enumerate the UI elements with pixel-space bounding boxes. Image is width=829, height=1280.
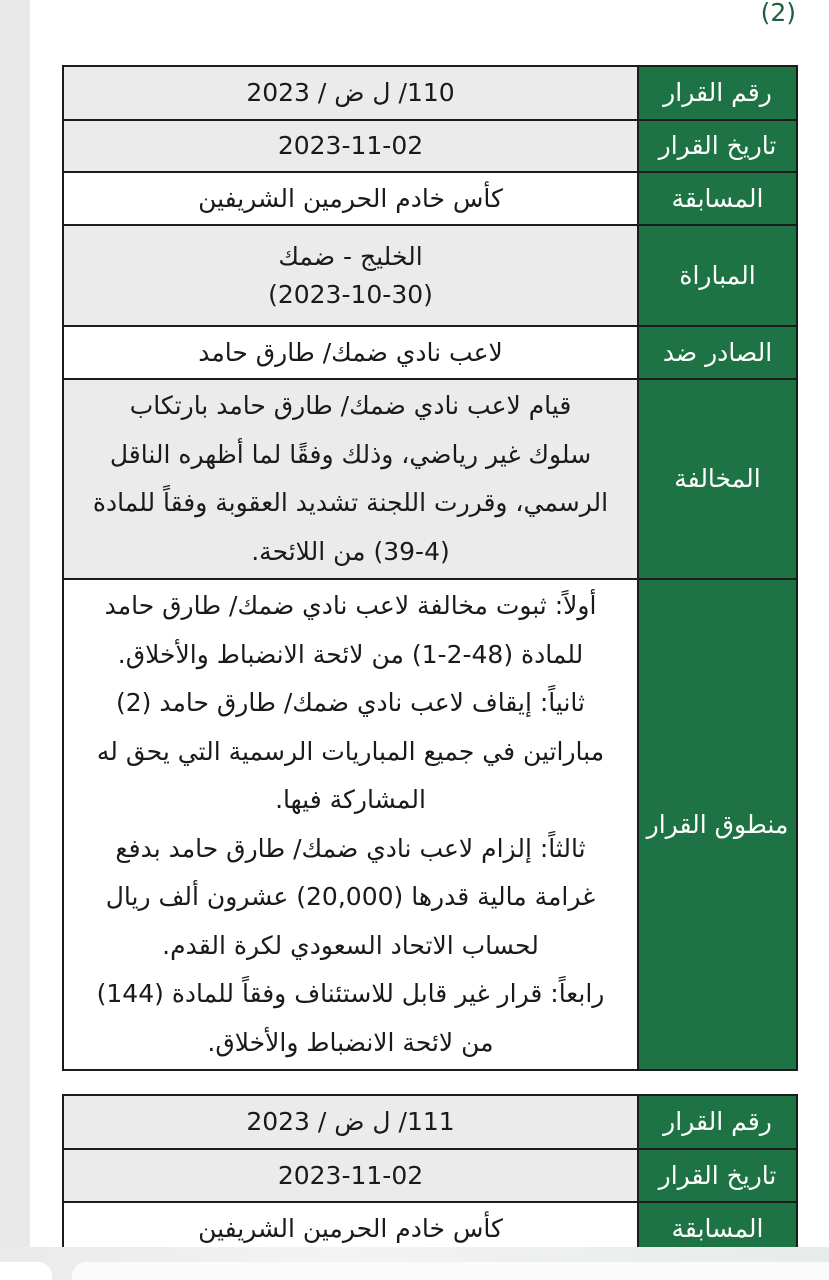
label-violation: المخالفة — [638, 379, 797, 579]
decision-line: رابعاً: قرار غير قابل للاستئناف وفقاً للمادة (144) — [96, 979, 605, 1008]
decision-line: أولاً: ثبوت مخالفة لاعب نادي ضمك/ طارق حامد — [104, 591, 597, 620]
table-row — [63, 172, 797, 225]
decision-line: المشاركة فيها. — [275, 785, 426, 814]
value-issued-against: لاعب نادي ضمك/ طارق حامد — [63, 326, 638, 379]
decision-line: لحساب الاتحاد السعودي لكرة القدم. — [162, 930, 539, 960]
table-row — [63, 1149, 797, 1202]
decision-text — [64, 580, 637, 1069]
label-decision-date: تاريخ القرار — [638, 120, 797, 172]
value-decision-number: 111/ ل ض / 2023 — [63, 1095, 638, 1149]
decision-line: ثانياً: إيقاف لاعب نادي ضمك/ طارق حامد (2) — [116, 688, 585, 717]
violation-line: سلوك غير رياضي، وذلك وفقًا لما أظهره الناقل — [109, 439, 592, 469]
value-decision-date: 2023-11-02 — [63, 120, 638, 172]
table-row — [63, 579, 797, 1070]
violation-line: قيام لاعب نادي ضمك/ طارق حامد بارتكاب — [129, 391, 572, 420]
label-decision-number: رقم القرار — [638, 66, 797, 120]
decision-line: مباراتين في جميع المباريات الرسمية التي يحق له — [96, 736, 605, 766]
violation-line: (39-4) من اللائحة. — [251, 536, 450, 566]
label-competition: المسابقة — [638, 172, 797, 225]
bottom-input-bar[interactable] — [72, 1262, 829, 1280]
decision-line: من لائحة الانضباط والأخلاق. — [207, 1027, 494, 1057]
value-decision-text — [63, 579, 638, 1070]
bottom-left-button[interactable] — [0, 1262, 52, 1280]
value-violation — [63, 379, 638, 579]
label-decision-number: رقم القرار — [638, 1095, 797, 1149]
table-row — [63, 120, 797, 172]
match-lines — [64, 238, 637, 314]
decision-line: للمادة (48-2-1) من لائحة الانضباط والأخلاق. — [117, 639, 584, 669]
label-competition: المسابقة — [638, 1202, 797, 1255]
table-row — [63, 326, 797, 379]
decision-line: ثالثاً: إلزام لاعب نادي ضمك/ طارق حامد بدفع — [115, 833, 586, 863]
value-competition: كأس خادم الحرمين الشريفين — [63, 1202, 638, 1255]
label-decision-text: منطوق القرار — [638, 579, 797, 1070]
decision-table-110 — [62, 65, 798, 1071]
table-row — [63, 379, 797, 579]
table-row — [63, 225, 797, 326]
violation-text — [64, 380, 637, 578]
match-teams: الخليج - ضمك — [278, 241, 423, 271]
page-number: (2) — [760, 0, 796, 27]
match-date: (2023-10-30) — [268, 279, 433, 309]
value-decision-number: 110/ ل ض / 2023 — [63, 66, 638, 120]
left-margin-strip — [0, 0, 30, 1280]
value-match — [63, 225, 638, 326]
table-row — [63, 1095, 797, 1149]
violation-line: الرسمي، وقررت اللجنة تشديد العقوبة وفقاً للمادة — [92, 488, 609, 517]
label-issued-against: الصادر ضد — [638, 326, 797, 379]
decision-table-111 — [62, 1094, 798, 1256]
label-decision-date: تاريخ القرار — [638, 1149, 797, 1202]
table-row — [63, 66, 797, 120]
decision-line: غرامة مالية قدرها (20,000) عشرون ألف ريال — [105, 882, 596, 911]
label-match: المباراة — [638, 225, 797, 326]
value-competition: كأس خادم الحرمين الشريفين — [63, 172, 638, 225]
value-decision-date: 2023-11-02 — [63, 1149, 638, 1202]
